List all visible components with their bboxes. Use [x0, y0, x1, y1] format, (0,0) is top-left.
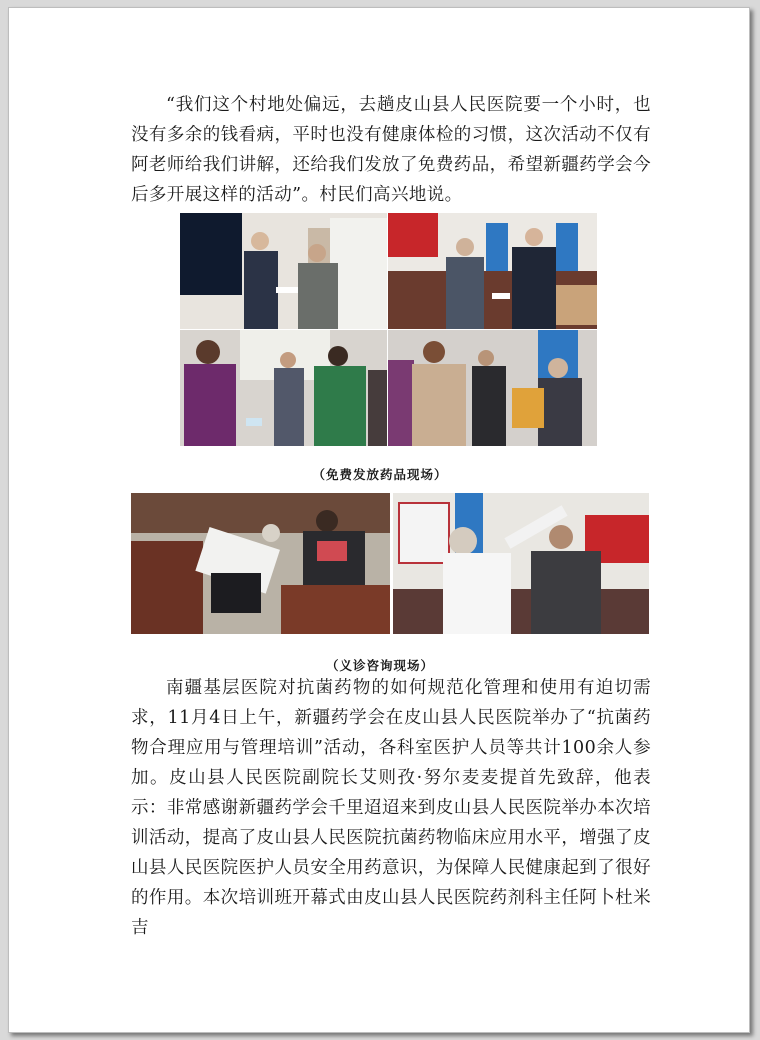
paragraph-training-event: 南疆基层医院对抗菌药物的如何规范化管理和使用有迫切需求，11月4日上午，新疆药学会在皮山县人民医院举办了“抗菌药物合理应用与管理培训”活动，各科室医护人员等共计100余人参加。皮山县人民医院副院长艾则孜·努尔麦麦提首先致辞，他表示：非常感谢新疆药学会千里迢迢来到皮山县人民医院举办本次培训活动，提高了皮山县人民医院抗菌药物临床应用水平，增强了皮山县人民医院医护人员安全用药意识，为保障人民健康起到了很好的作用。本次培训班开幕式由皮山县人民医院药剂科主任阿卜杜米吉	[131, 678, 651, 938]
photo-medicine-handover-1	[180, 213, 387, 329]
photo-caption-medicine: （免费发放药品现场）	[312, 467, 448, 482]
document-page	[8, 7, 750, 1033]
photo-clinic-consultation-2	[393, 493, 649, 634]
paragraph-villagers-quote: “我们这个村地处偏远，去趟皮山县人民医院要一个小时，也没有多余的钱看病，平时也没有健康体检的习惯，这次活动不仅有阿老师给我们讲解，还给我们发放了免费药品，希望新疆药学会今后多开展这样的活动”。村民们高兴地说。	[131, 95, 651, 205]
photo-medicine-handover-2	[388, 213, 597, 329]
photo-medicine-handover-3	[180, 330, 387, 446]
photo-clinic-consultation-1	[131, 493, 390, 634]
photo-medicine-handover-4	[388, 330, 597, 446]
photo-caption-consultation: （义诊咨询现场）	[325, 658, 434, 673]
